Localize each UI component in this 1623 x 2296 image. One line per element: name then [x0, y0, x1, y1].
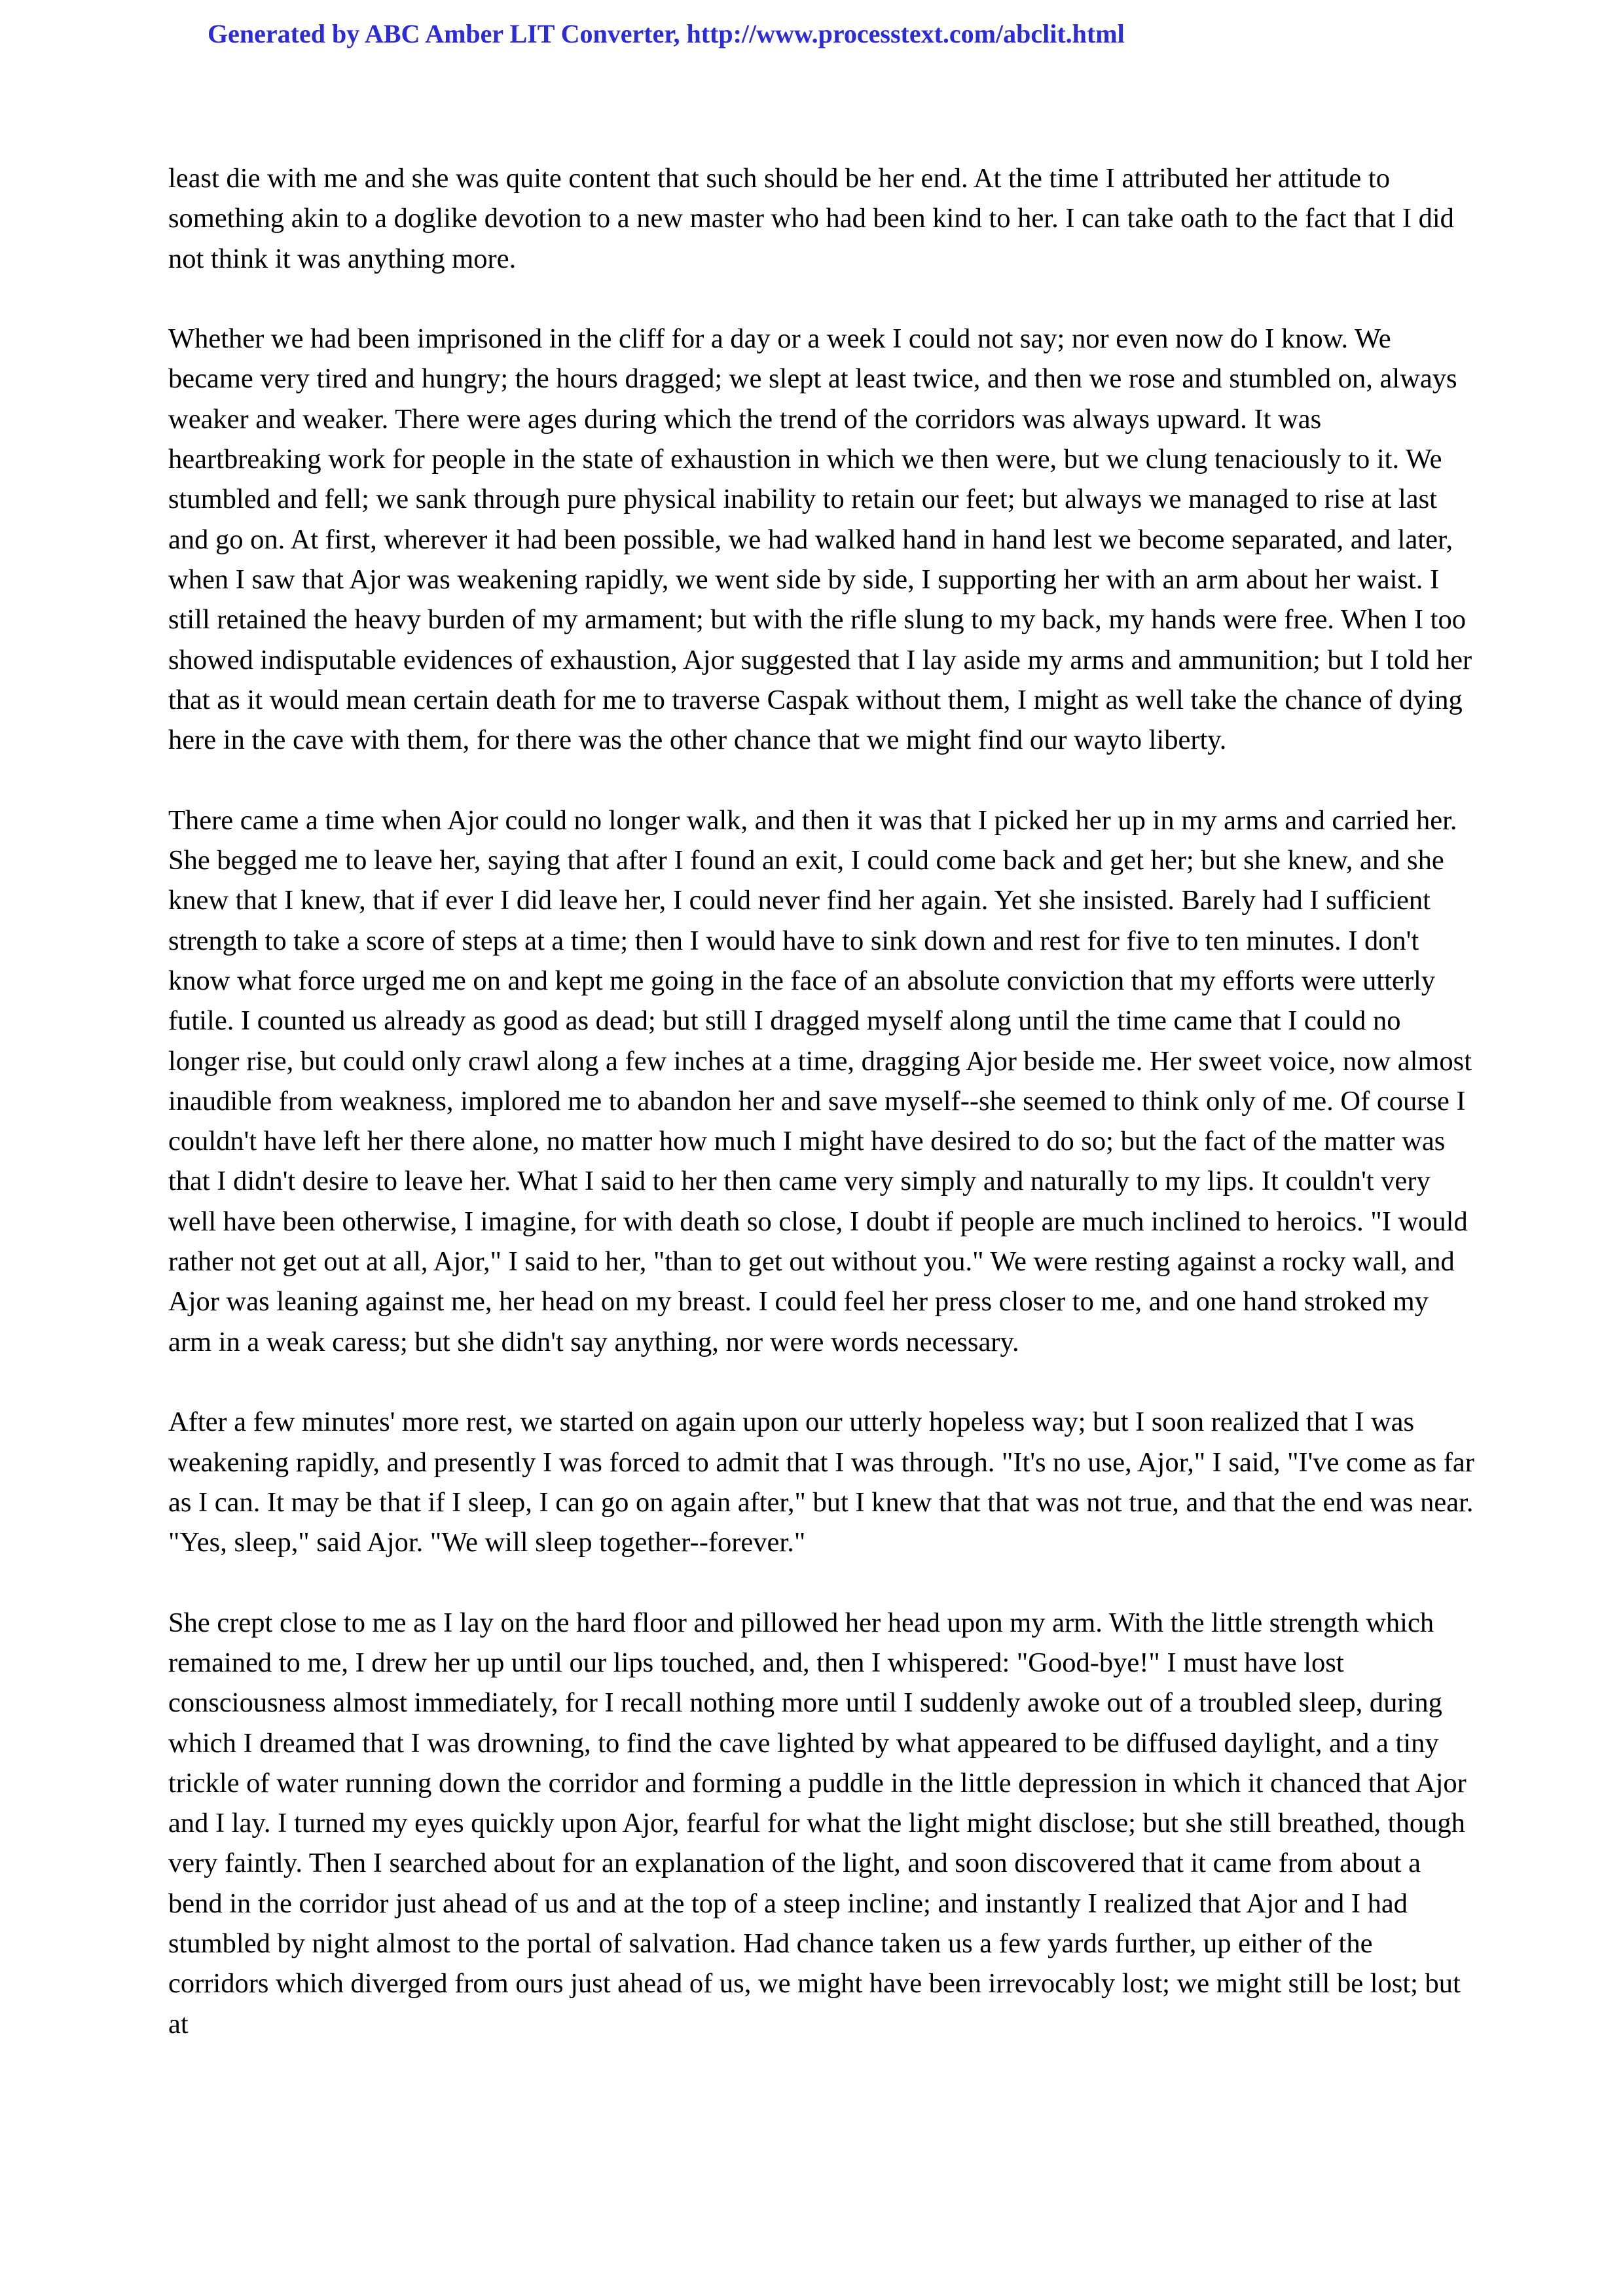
paragraph: least die with me and she was quite content that such should be her end. At the time I attributed her attitude to something akin to a doglike devotion to a new master who had been kind to her. I can take oath to the fact that I did not think it was anything more.: [168, 163, 1454, 274]
converter-header: Generated by ABC Amber LIT Converter, http://www.processtext.com/abclit.html: [208, 19, 1125, 48]
paragraph: After a few minutes' more rest, we started on again upon our utterly hopeless way; but I soon realized that I was weakening rapidly, and presently I was forced to admit that I was through. "It's no use, Ajor," I said, "I've come as far as I can. It may be that if I sleep, I can go on again after," but I knew that that was not true, and that the end was near. "Yes, sleep," said Ajor. "We will sleep together--forever.": [168, 1407, 1474, 1558]
paragraph: There came a time when Ajor could no longer walk, and then it was that I picked her up in my arms and carried her. She begged me to leave her, saying that after I found an exit, I could come back and get her; but she knew, and she knew that I knew, that if ever I did leave her, I could never find her again. Yet she insisted. Barely had I sufficient strength to take a score of steps at a time; then I would have to sink down and rest for five to ten minutes. I don't know what force urged me on and kept me going in the face of an absolute conviction that my efforts were utterly futile. I counted us already as good as dead; but still I dragged myself along until the time came that I could no longer rise, but could only crawl along a few inches at a time, dragging Ajor beside me. Her sweet voice, now almost inaudible from weakness, implored me to abandon her and save myself--she seemed to think only of me. Of course I couldn't have left her there alone, no matter how much I might have desired to do so; but the fact of the matter was that I didn't desire to leave her. What I said to her then came very simply and naturally to my lips. It couldn't very well have been otherwise, I imagine, for with death so close, I doubt if people are much inclined to heroics. "I would rather not get out at all, Ajor," I said to her, "than to get out without you." We were resting against a rocky wall, and Ajor was leaning against me, her head on my breast. I could feel her press closer to me, and one hand stroked my arm in a weak caress; but she didn't say anything, nor were words necessary.: [168, 804, 1472, 1357]
paragraph: She crept close to me as I lay on the hard floor and pillowed her head upon my arm. With the little strength which remained to me, I drew her up until our lips touched, and, then I whispered: "Good-bye!" I must have lost consciousness almost immediately, for I recall nothing more until I suddenly awoke out of a troubled sleep, during which I dreamed that I was drowning, to find the cave lighted by what appeared to be diffused daylight, and a tiny trickle of water running down the corridor and forming a puddle in the little depression in which it chanced that Ajor and I lay. I turned my eyes quickly upon Ajor, fearful for what the light might disclose; but she still breathed, though very faintly. Then I searched about for an explanation of the light, and soon discovered that it came from about a bend in the corridor just ahead of us and at the top of a steep incline; and instantly I realized that Ajor and I had stumbled by night almost to the portal of salvation. Had chance taken us a few yards further, up either of the corridors which diverged from ours just ahead of us, we might have been irrevocably lost; we might still be lost; but at: [168, 1607, 1467, 2039]
document-body: [168, 158, 1476, 2044]
paragraph: Whether we had been imprisoned in the cliff for a day or a week I could not say; nor even now do I know. We became very tired and hungry; the hours dragged; we slept at least twice, and then we rose and stumbled on, always weaker and weaker. There were ages during which the trend of the corridors was always upward. It was heartbreaking work for people in the state of exhaustion in which we then were, but we clung tenaciously to it. We stumbled and fell; we sank through pure physical inability to retain our feet; but always we managed to rise at last and go on. At first, wherever it had been possible, we had walked hand in hand lest we become separated, and later, when I saw that Ajor was weakening rapidly, we went side by side, I supporting her with an arm about her waist. I still retained the heavy burden of my armament; but with the rifle slung to my back, my hands were free. When I too showed indisputable evidences of exhaustion, Ajor suggested that I lay aside my arms and ammunition; but I told her that as it would mean certain death for me to traverse Caspak without them, I might as well take the chance of dying here in the cave with them, for there was the other chance that we might find our wayto liberty.: [168, 323, 1472, 756]
